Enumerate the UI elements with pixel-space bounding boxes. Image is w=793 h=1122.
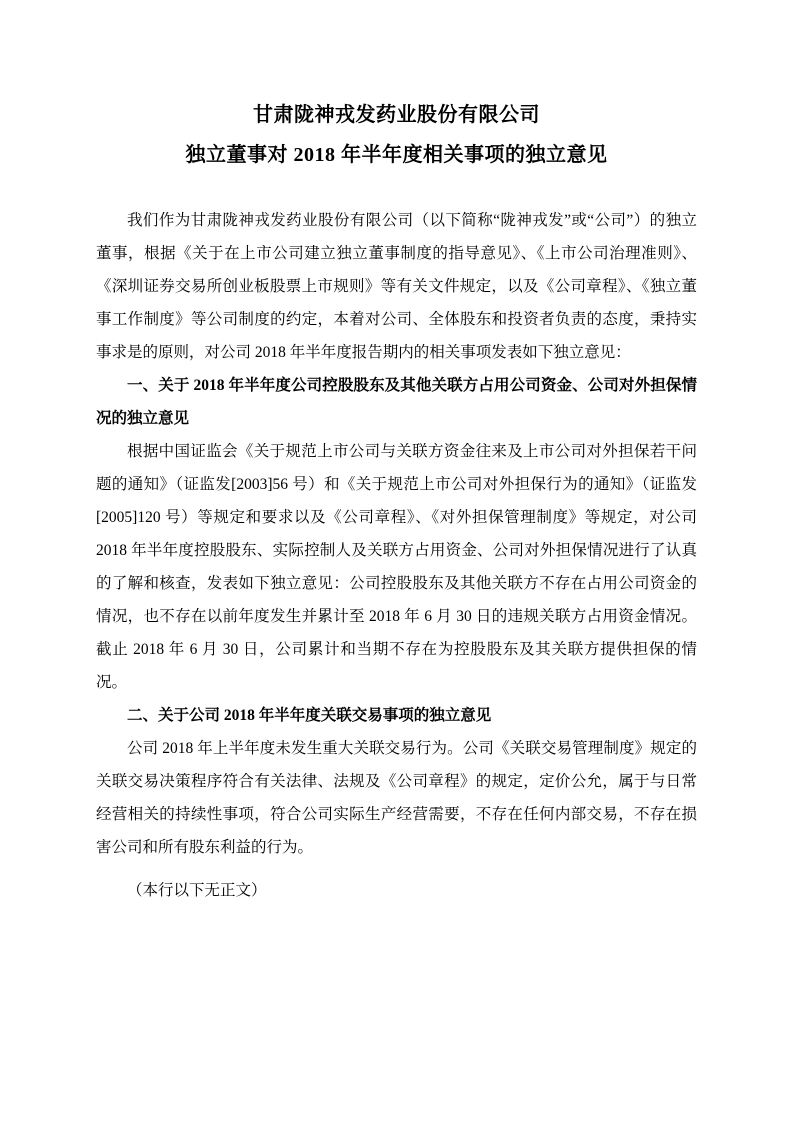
section-one-body: 根据中国证监会《关于规范上市公司与关联方资金往来及上市公司对外担保若干问题的通知》（证监发[2003]56 号）和《关于规范上市公司对外担保行为的通知》（证监发[2005]120 号）等规定和要求以及《公司章程》、《对外担保管理制度》等规定，对公司 2018 年半年度控股股东、实际控制人及关联方占用资金、公司对外担保情况进行了认真的了解和核查，发表如下独立意见：公司控股股东及其他关联方不存在占用公司资金的情况，也不存在以前年度发生并累计至 2018 年 6 月 30 日的违规关联方占用资金情况。截止 2018 年 6 月 30 日，公司累计和当期不存在为控股股东及其关联方提供担保的情况。 — [96, 443, 697, 691]
page-title: 甘肃陇神戎发药业股份有限公司 — [253, 104, 540, 126]
section-two-body: 公司 2018 年上半年度未发生重大关联交易行为。公司《关联交易管理制度》规定的关联交易决策程序符合有关法律、法规及《公司章程》的规定，定价公允，属于与日常经营相关的持续性事项，符合公司实际生产经营需要，不存在任何内部交易，不存在损害公司和所有股东利益的行为。 — [96, 740, 697, 856]
section-one-heading: 一、关于 2018 年半年度公司控股股东及其他关联方占用公司资金、公司对外担保情况的独立意见 — [96, 377, 697, 427]
document-body — [96, 204, 697, 907]
closing-note: （本行以下无正文） — [127, 882, 267, 899]
page-subtitle: 独立董事对 2018 年半年度相关事项的独立意见 — [185, 144, 608, 166]
section-two-heading: 二、关于公司 2018 年半年度关联交易事项的独立意见 — [127, 707, 492, 724]
paragraph-spacer — [96, 864, 697, 874]
intro-paragraph: 我们作为甘肃陇神戎发药业股份有限公司（以下简称“陇神戎发”或“公司”）的独立董事，根据《关于在上市公司建立独立董事制度的指导意见》、《上市公司治理准则》、《深圳证券交易所创业板股票上市规则》等有关文件规定，以及《公司章程》、《独立董事工作制度》等公司制度的约定，本着对公司、全体股东和投资者负责的态度，秉持实事求是的原则，对公司 2018 年半年度报告期内的相关事项发表如下独立意见： — [96, 212, 697, 361]
document-header — [96, 96, 697, 174]
